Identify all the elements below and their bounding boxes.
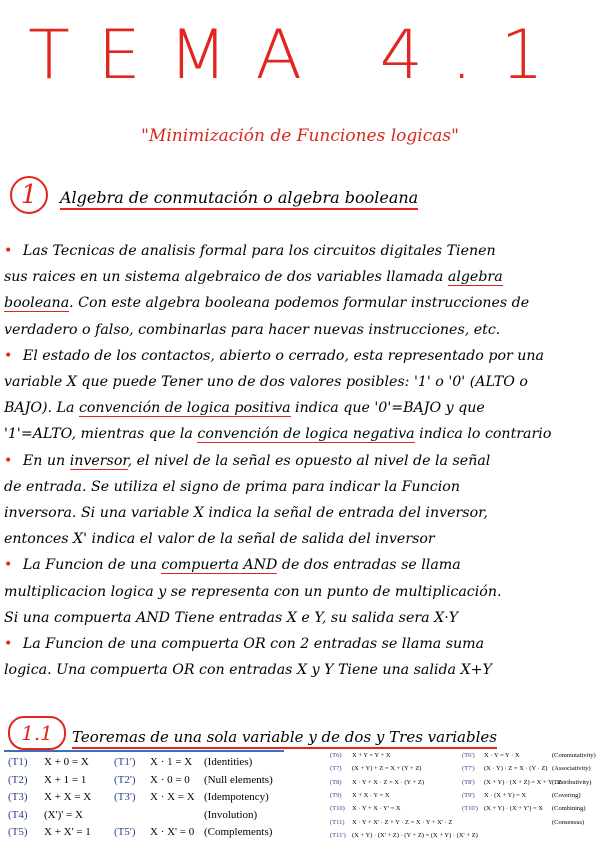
page-title: TEMA 4.1 [28, 16, 572, 95]
theorem-cell [484, 792, 526, 799]
theorem-cell [330, 779, 342, 786]
theorem-cell [552, 819, 584, 826]
text-segment: , el nivel de la señal es opuesto al nivel de la señal [127, 452, 491, 469]
theorem-cell [330, 832, 346, 839]
text-line [4, 423, 598, 445]
text-segment: sus raices en un sistema algebraico de dos variables llamada [4, 269, 448, 286]
text-segment: de dos entradas se llama [277, 557, 461, 574]
theorem-expression: (X + Y) · (X + Y') = X [484, 805, 543, 813]
theorem-name: (Complements) [204, 826, 273, 838]
theorem-cell [330, 752, 342, 759]
text-line [4, 345, 598, 367]
theorem-id: (T3') [114, 791, 136, 803]
theorem-id: (T10') [462, 805, 478, 813]
section-number-badge [10, 176, 48, 214]
theorem-expression: X + X' = 1 [44, 826, 91, 838]
theorem-id: (T1') [114, 756, 136, 768]
text-segment: BAJO). La [4, 400, 79, 417]
theorem-cell [552, 792, 581, 799]
theorem-id: (T5') [114, 826, 136, 838]
section-number: 1 [20, 180, 38, 210]
theorem-name: (Consensus) [552, 818, 585, 826]
text-segment: La Funcion de una [22, 557, 162, 574]
theorem-cell [8, 826, 28, 838]
text-line [4, 450, 598, 472]
text-line [4, 240, 598, 262]
text-line [4, 659, 598, 681]
text-segment: El estado de los contactos, abierto o cerrado, esta representado por una [22, 347, 545, 364]
text-segment: verdadero o falso, combinarlas para hacer nuevas instrucciones, etc. [4, 321, 501, 338]
theorem-cell [352, 752, 391, 759]
text-line [4, 319, 598, 341]
highlighted-term: convención de logica positiva [78, 400, 291, 417]
text-segment: Las Tecnicas de analisis formal para los circuitos digitales Tienen [22, 243, 496, 259]
text-segment: variable X que puede Tener uno de dos valores posibles: '1' o '0' (ALTO o [4, 374, 528, 390]
text-line [4, 371, 598, 393]
theorem-cell [352, 832, 478, 839]
theorem-expression: (X + Y) · (X' + Z) · (Y + Z) = (X + Y) · (X' + Z) [352, 831, 478, 839]
bullet-marker: • [4, 636, 17, 652]
theorem-expression: X · Y + X · Z = X · (Y + Z) [352, 778, 425, 786]
theorem-cell [8, 756, 28, 768]
theorem-cell [330, 805, 345, 812]
theorem-cell [462, 752, 475, 759]
theorem-cell [462, 765, 475, 772]
theorem-id: (T7) [330, 765, 342, 773]
theorem-cell [462, 779, 475, 786]
theorem-cell [150, 791, 195, 803]
theorem-expression: X + X = X [44, 791, 92, 803]
theorem-id: (T1) [8, 756, 28, 768]
theorem-expression: X · Y = Y · X [484, 752, 520, 759]
theorem-id: (T9) [330, 791, 342, 799]
theorem-id: (T7') [462, 765, 475, 773]
theorem-expression: X · (X + Y) = X [484, 791, 527, 799]
theorem-expression: (X + Y) + Z = X + (Y + Z) [352, 765, 422, 773]
theorem-cell [114, 774, 136, 786]
theorem-cell [44, 756, 89, 768]
bullet-marker: • [4, 243, 17, 259]
theorem-name: (Commutativity) [552, 752, 596, 759]
highlighted-term: convención de logica negativa [197, 426, 415, 443]
highlighted-term: compuerta AND [161, 557, 278, 574]
theorem-cell [114, 826, 136, 838]
subsection-number-badge [8, 716, 66, 750]
theorem-expression: X + Y = Y + X [352, 752, 391, 759]
text-line [4, 266, 598, 288]
theorem-expression: X · 1 = X [150, 756, 193, 768]
theorem-expression: (X + Y) · (X + Z) = X + Y · Z [484, 778, 562, 786]
theorem-cell [484, 779, 562, 786]
highlighted-term: booleana [4, 295, 70, 312]
theorem-cell [204, 826, 272, 838]
text-segment: multiplicacion logica y se representa con un punto de multiplicación. [4, 583, 502, 600]
theorem-expression: X · Y + X · Y' = X [352, 805, 401, 813]
theorem-cell [204, 809, 257, 821]
theorem-cell [352, 819, 452, 826]
theorem-cell [484, 805, 543, 812]
theorem-cell [352, 765, 421, 772]
section-heading-text: Algebra de conmutación o algebra booleana [60, 188, 418, 210]
theorem-id: (T11') [330, 831, 346, 839]
text-segment: inversora. Si una variable X indica la señal de entrada del inversor, [4, 505, 488, 521]
theorem-cell [330, 819, 345, 826]
text-line [4, 476, 598, 498]
page-subtitle: "Minimización de Funciones logicas" [141, 126, 459, 146]
text-line [4, 581, 598, 603]
bullet-marker: • [4, 347, 17, 364]
theorem-name: (Involution) [204, 808, 258, 821]
theorem-id: (T10) [330, 805, 345, 813]
theorem-cell [44, 809, 83, 821]
theorem-cell [114, 756, 136, 768]
theorem-cell [552, 805, 586, 812]
theorem-name: (Null elements) [204, 773, 273, 786]
theorem-expression: X · X = X [150, 791, 195, 803]
text-line [4, 502, 598, 524]
theorem-cell [114, 791, 136, 803]
theorem-expression: X + X · Y = X [352, 791, 390, 799]
theorem-id: (T6) [330, 752, 342, 759]
text-segment: En un [22, 452, 70, 469]
section-heading [60, 188, 418, 207]
theorem-expression: (X')' = X [44, 808, 83, 821]
theorem-id: (T9') [462, 791, 475, 799]
theorem-id: (T11) [330, 818, 345, 826]
highlighted-term: algebra [447, 269, 503, 286]
text-segment: logica. Una compuerta OR con entradas X y Y Tiene una salida X+Y [4, 662, 492, 679]
theorem-name: (Identities) [204, 756, 253, 768]
theorem-expression: (X · Y) · Z = X · (Y · Z) [484, 765, 548, 773]
bullet-marker: • [4, 557, 17, 574]
theorem-id: (T4) [8, 808, 28, 821]
subsection-heading [72, 728, 497, 746]
theorem-cell [44, 791, 91, 803]
theorem-name: (Idempotency) [204, 791, 269, 803]
text-segment: indica lo contrario [414, 426, 552, 443]
theorem-cell [330, 765, 342, 772]
theorem-cell [462, 805, 478, 812]
text-segment: '1'=ALTO, mientras que la [4, 426, 198, 443]
table-top-rule [4, 750, 284, 752]
subsection-heading-text: Teoremas de una sola variable y de dos y Tres variables [72, 728, 497, 749]
theorem-cell [330, 792, 342, 799]
text-segment: Si una compuerta AND Tiene entradas X e Y, su salida sera X·Y [4, 609, 459, 626]
theorem-expression: X · 0 = 0 [150, 773, 190, 786]
text-line [4, 292, 598, 314]
theorem-cell [352, 792, 390, 799]
theorem-cell [150, 774, 190, 786]
theorem-cell [352, 779, 424, 786]
theorem-cell [8, 774, 28, 786]
text-line [4, 607, 598, 629]
theorem-cell [204, 756, 252, 768]
theorem-cell [552, 779, 591, 786]
theorem-cell [484, 752, 520, 759]
theorem-name: (Covering) [552, 791, 581, 799]
theorem-id: (T2') [114, 773, 136, 786]
theorem-cell [8, 809, 28, 821]
theorem-table [4, 750, 596, 846]
text-segment: de entrada. Se utiliza el signo de prima para indicar la Funcion [4, 478, 460, 495]
theorem-id: (T2) [8, 773, 28, 786]
theorem-cell [352, 805, 401, 812]
text-segment: La Funcion de una compuerta OR con 2 entradas se llama suma [22, 636, 485, 652]
theorem-expression: X · Y + X' · Z + Y · Z = X · Y + X' · Z [352, 818, 453, 826]
theorem-id: (T8) [330, 778, 342, 786]
theorem-expression: X · X' = 0 [150, 826, 195, 838]
theorem-name: (Distributivity) [552, 778, 592, 786]
theorem-expression: X + 1 = 1 [44, 773, 87, 786]
theorem-id: (T6') [462, 752, 475, 759]
highlighted-term: inversor [69, 452, 128, 469]
theorem-name: (Combining) [552, 805, 586, 813]
text-segment: indica que '0'=BAJO y que [290, 400, 485, 417]
text-line [4, 528, 598, 550]
theorem-cell [150, 756, 192, 768]
theorem-cell [44, 826, 91, 838]
theorem-cell [44, 774, 86, 786]
theorem-cell [8, 791, 28, 803]
theorem-cell [204, 774, 273, 786]
theorem-id: (T8') [462, 778, 475, 786]
subsection-number: 1.1 [21, 721, 53, 745]
theorem-cell [552, 765, 591, 772]
text-segment: . Con este algebra booleana podemos formular instrucciones de [69, 295, 530, 312]
theorem-name: (Associativity) [552, 765, 591, 773]
theorem-id: (T3) [8, 791, 28, 803]
theorem-id: (T5) [8, 826, 28, 838]
theorem-cell [484, 765, 547, 772]
theorem-cell [462, 792, 475, 799]
text-line [4, 633, 598, 655]
theorem-expression: X + 0 = X [44, 756, 89, 768]
text-line [4, 554, 598, 576]
theorem-cell [150, 826, 194, 838]
theorem-cell [552, 752, 596, 759]
text-line [4, 397, 598, 419]
bullet-marker: • [4, 452, 17, 469]
text-segment: entonces X' indica el valor de la señal de salida del inversor [4, 531, 435, 548]
theorem-cell [204, 791, 269, 803]
